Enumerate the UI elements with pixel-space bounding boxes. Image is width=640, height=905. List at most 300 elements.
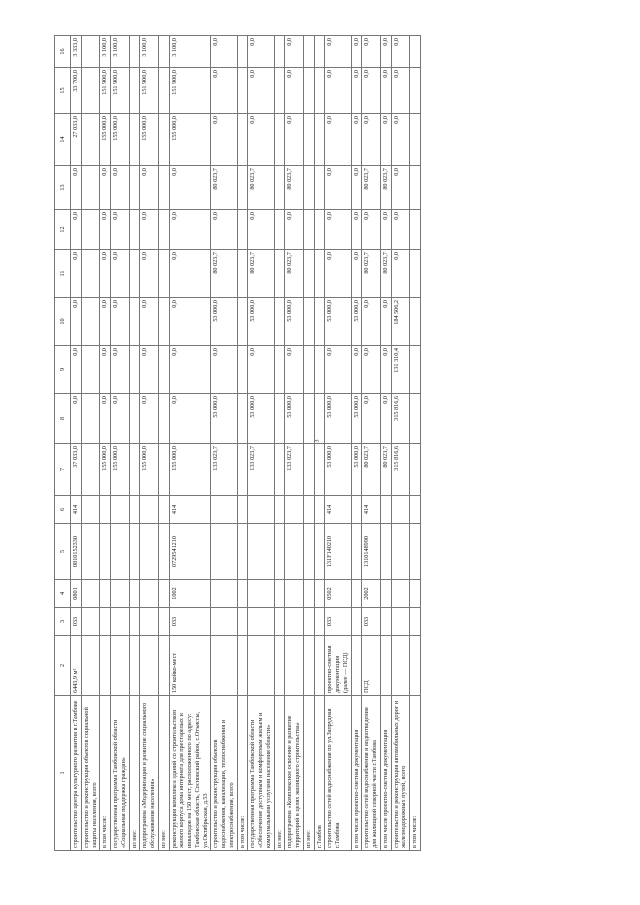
cell-col-8: 0,0 (169, 394, 211, 444)
cell-col-14: 0,0 (211, 114, 237, 166)
row-label: подпрограмма «Комплексное освоение и развитие территорий в целях жилищного строительства» (285, 696, 304, 851)
cell-col-5 (303, 524, 314, 580)
cell-col-13 (314, 166, 325, 210)
cell-col-7: 53 000,0 (351, 444, 362, 496)
cell-col-10: 0,0 (380, 298, 391, 346)
cell-col-12 (158, 210, 169, 250)
cell-col-15: 0,0 (380, 68, 391, 114)
cell-col-12 (303, 210, 314, 250)
cell-col-7: 37 033,0 (71, 444, 82, 496)
cell-col-12 (274, 210, 285, 250)
cell-col-14: 0,0 (362, 114, 381, 166)
cell-col-9: 0,0 (351, 346, 362, 394)
table-row (314, 36, 325, 851)
cell-col-5: 1310148990 (362, 524, 381, 580)
row-label: из нее: (303, 696, 314, 851)
cell-col-7 (274, 444, 285, 496)
cell-col-14: 0,0 (325, 114, 351, 166)
cell-col-4 (380, 580, 391, 608)
cell-col-16: 0,0 (325, 36, 351, 68)
cell-col-6 (351, 496, 362, 524)
column-number-10: 10 (55, 298, 71, 346)
cell-col-9 (314, 346, 325, 394)
cell-col-15 (237, 68, 248, 114)
cell-col-6 (129, 496, 140, 524)
cell-col-8: 53 000,0 (248, 394, 274, 444)
cell-col-6: 414 (325, 496, 351, 524)
cell-col-2 (129, 636, 140, 696)
cell-col-13: 80 023,7 (380, 166, 391, 210)
cell-col-8: 53 000,0 (325, 394, 351, 444)
cell-col-16: 0,0 (211, 36, 237, 68)
cell-col-13: 0,0 (111, 166, 130, 210)
cell-col-10: 184 506,2 (391, 298, 410, 346)
cell-col-16: 3 333,0 (71, 36, 82, 68)
cell-col-14 (274, 114, 285, 166)
table-row (274, 36, 285, 851)
cell-col-4 (303, 580, 314, 608)
cell-col-9: 0,0 (100, 346, 111, 394)
cell-col-10: 53 000,0 (351, 298, 362, 346)
cell-col-6 (140, 496, 159, 524)
cell-col-3 (314, 608, 325, 636)
cell-col-6: 414 (71, 496, 82, 524)
row-label: государственная программа Тамбовской области «Социальная поддержка граждан» (111, 696, 130, 851)
cell-col-12: 0,0 (380, 210, 391, 250)
table-row (303, 36, 314, 851)
cell-col-10 (303, 298, 314, 346)
cell-col-16: 3 100,0 (169, 36, 211, 68)
cell-col-3 (391, 608, 410, 636)
cell-col-3 (351, 608, 362, 636)
cell-col-12: 0,0 (391, 210, 410, 250)
cell-col-4 (158, 580, 169, 608)
cell-col-3 (410, 608, 421, 636)
cell-col-14: 0,0 (351, 114, 362, 166)
cell-col-8: 0,0 (111, 394, 130, 444)
column-number-14: 14 (55, 114, 71, 166)
cell-col-10: 0,0 (169, 298, 211, 346)
cell-col-15: 151 900,0 (100, 68, 111, 114)
cell-col-4 (410, 580, 421, 608)
cell-col-6 (391, 496, 410, 524)
cell-col-13 (81, 166, 100, 210)
table-row (100, 36, 111, 851)
cell-col-14: 0,0 (285, 114, 304, 166)
cell-col-13: 0,0 (391, 166, 410, 210)
cell-col-14: 0,0 (380, 114, 391, 166)
cell-col-10: 53 000,0 (285, 298, 304, 346)
cell-col-8: 0,0 (100, 394, 111, 444)
cell-col-2: 150 койко-мест (169, 636, 211, 696)
column-number-2: 2 (55, 636, 71, 696)
cell-col-14: 155 000,0 (111, 114, 130, 166)
cell-col-13: 0,0 (140, 166, 159, 210)
table-row (237, 36, 248, 851)
cell-col-9: 0,0 (285, 346, 304, 394)
row-label: строительство и реконструкция объектов социальной защиты населения, всего (81, 696, 100, 851)
cell-col-10 (158, 298, 169, 346)
cell-col-5 (380, 524, 391, 580)
cell-col-8: 53 000,0 (351, 394, 362, 444)
cell-col-11: 0,0 (111, 250, 130, 298)
cell-col-5 (410, 524, 421, 580)
cell-col-4: 0502 (325, 580, 351, 608)
cell-col-4 (81, 580, 100, 608)
cell-col-12: 0,0 (285, 210, 304, 250)
cell-col-16: 0,0 (248, 36, 274, 68)
cell-col-6 (81, 496, 100, 524)
cell-col-13 (274, 166, 285, 210)
cell-col-3 (380, 608, 391, 636)
cell-col-4 (351, 580, 362, 608)
cell-col-6: 414 (169, 496, 211, 524)
table-row (169, 36, 211, 851)
cell-col-13: 0,0 (325, 166, 351, 210)
column-number-12: 12 (55, 210, 71, 250)
row-label: в том числе: (410, 696, 421, 851)
cell-col-5 (100, 524, 111, 580)
cell-col-5 (237, 524, 248, 580)
cell-col-11: 0,0 (325, 250, 351, 298)
cell-col-14: 0,0 (391, 114, 410, 166)
cell-col-6 (248, 496, 274, 524)
cell-col-8 (314, 394, 325, 444)
cell-col-2 (285, 636, 304, 696)
cell-col-3: 033 (71, 608, 82, 636)
cell-col-8: 0,0 (140, 394, 159, 444)
cell-col-6 (237, 496, 248, 524)
cell-col-13: 80 023,7 (285, 166, 304, 210)
row-label: строительство и реконструкция объектов водоснабжения, канализации, теплоснабжения и электроснабжения, всего (211, 696, 237, 851)
cell-col-6 (410, 496, 421, 524)
table-row (129, 36, 140, 851)
cell-col-13: 80 023,7 (248, 166, 274, 210)
cell-col-5 (248, 524, 274, 580)
cell-col-9: 0,0 (71, 346, 82, 394)
cell-col-15: 0,0 (325, 68, 351, 114)
cell-col-15: 0,0 (211, 68, 237, 114)
cell-col-11: 0,0 (100, 250, 111, 298)
column-number-row (55, 36, 71, 851)
cell-col-9: 0,0 (362, 346, 381, 394)
cell-col-12: 0,0 (248, 210, 274, 250)
column-number-15: 15 (55, 68, 71, 114)
cell-col-14 (410, 114, 421, 166)
cell-col-7 (129, 444, 140, 496)
cell-col-15: 0,0 (391, 68, 410, 114)
cell-col-12: 0,0 (325, 210, 351, 250)
cell-col-4: 1002 (169, 580, 211, 608)
cell-col-10: 0,0 (111, 298, 130, 346)
cell-col-7: 315 816,6 (391, 444, 410, 496)
cell-col-11 (274, 250, 285, 298)
cell-col-13: 80 023,7 (362, 166, 381, 210)
cell-col-2 (391, 636, 410, 696)
table-row (140, 36, 159, 851)
column-number-11: 11 (55, 250, 71, 298)
cell-col-7: 155 000,0 (140, 444, 159, 496)
row-label: строительство центра культурного развития в г.Тамбове (71, 696, 82, 851)
cell-col-2 (211, 636, 237, 696)
cell-col-16 (129, 36, 140, 68)
cell-col-10: 53 000,0 (248, 298, 274, 346)
cell-col-16 (81, 36, 100, 68)
cell-col-4 (274, 580, 285, 608)
cell-col-15: 151 900,0 (169, 68, 211, 114)
cell-col-14 (303, 114, 314, 166)
row-label: строительство сетей водоснабжения по ул.Запрудная г.Тамбова (325, 696, 351, 851)
cell-col-7 (314, 444, 325, 496)
cell-col-4 (129, 580, 140, 608)
cell-col-14: 27 033,0 (71, 114, 82, 166)
cell-col-4 (140, 580, 159, 608)
table-row (380, 36, 391, 851)
cell-col-12: 0,0 (169, 210, 211, 250)
cell-col-8: 0,0 (362, 394, 381, 444)
cell-col-11: 0,0 (391, 250, 410, 298)
cell-col-2: проектно-сметная документация (далее — ПСД) (325, 636, 351, 696)
cell-col-14 (237, 114, 248, 166)
column-number-5: 5 (55, 524, 71, 580)
cell-col-15 (129, 68, 140, 114)
row-label: в том числе: (237, 696, 248, 851)
cell-col-12: 0,0 (351, 210, 362, 250)
cell-col-13: 0,0 (71, 166, 82, 210)
cell-col-9 (410, 346, 421, 394)
cell-col-2 (410, 636, 421, 696)
cell-col-2 (100, 636, 111, 696)
cell-col-10 (129, 298, 140, 346)
cell-col-5 (391, 524, 410, 580)
cell-col-5 (211, 524, 237, 580)
cell-col-3: 033 (362, 608, 381, 636)
cell-col-12 (81, 210, 100, 250)
table-row (391, 36, 410, 851)
cell-col-11: 80 023,7 (285, 250, 304, 298)
cell-col-6 (158, 496, 169, 524)
cell-col-11: 80 023,7 (380, 250, 391, 298)
cell-col-4 (211, 580, 237, 608)
row-label: из нее: (158, 696, 169, 851)
cell-col-2 (237, 636, 248, 696)
cell-col-10 (81, 298, 100, 346)
row-label: в том числе проектно-сметная документация (380, 696, 391, 851)
cell-col-2 (303, 636, 314, 696)
cell-col-15 (158, 68, 169, 114)
cell-col-4 (285, 580, 304, 608)
table-row (325, 36, 351, 851)
cell-col-13 (410, 166, 421, 210)
budget-table (54, 35, 421, 851)
table-row (362, 36, 381, 851)
cell-col-5: 0729541210 (169, 524, 211, 580)
cell-col-10 (410, 298, 421, 346)
column-number-4: 4 (55, 580, 71, 608)
cell-col-6 (303, 496, 314, 524)
cell-col-10: 0,0 (140, 298, 159, 346)
cell-col-14: 155 000,0 (140, 114, 159, 166)
cell-col-15 (81, 68, 100, 114)
cell-col-5 (158, 524, 169, 580)
cell-col-15: 151 900,0 (140, 68, 159, 114)
column-number-9: 9 (55, 346, 71, 394)
cell-col-5 (111, 524, 130, 580)
cell-col-3: 033 (325, 608, 351, 636)
cell-col-5 (81, 524, 100, 580)
cell-col-14 (129, 114, 140, 166)
cell-col-11 (158, 250, 169, 298)
cell-col-14 (314, 114, 325, 166)
cell-col-6: 414 (362, 496, 381, 524)
cell-col-13 (158, 166, 169, 210)
cell-col-2 (351, 636, 362, 696)
cell-col-4 (314, 580, 325, 608)
cell-col-16 (158, 36, 169, 68)
cell-col-4: 2002 (362, 580, 381, 608)
cell-col-16 (274, 36, 285, 68)
column-number-3: 3 (55, 608, 71, 636)
cell-col-3 (140, 608, 159, 636)
cell-col-3 (211, 608, 237, 636)
cell-col-12: 0,0 (71, 210, 82, 250)
column-number-6: 6 (55, 496, 71, 524)
cell-col-11: 0,0 (140, 250, 159, 298)
cell-col-3 (274, 608, 285, 636)
cell-col-4 (100, 580, 111, 608)
cell-col-12: 0,0 (211, 210, 237, 250)
cell-col-9 (303, 346, 314, 394)
cell-col-8: 0,0 (380, 394, 391, 444)
cell-col-11 (129, 250, 140, 298)
cell-col-3 (248, 608, 274, 636)
cell-col-5: 0810152330 (71, 524, 82, 580)
row-label: подпрограмма «Модернизация и развитие социального обслуживания населения» (140, 696, 159, 851)
cell-col-2 (274, 636, 285, 696)
cell-col-10: 0,0 (362, 298, 381, 346)
cell-col-16: 3 100,0 (100, 36, 111, 68)
cell-col-5 (314, 524, 325, 580)
table-row (71, 36, 82, 851)
cell-col-2 (81, 636, 100, 696)
cell-col-16: 0,0 (285, 36, 304, 68)
cell-col-16 (237, 36, 248, 68)
cell-col-9: 0,0 (140, 346, 159, 394)
cell-col-12: 0,0 (100, 210, 111, 250)
cell-col-15: 33 700,0 (71, 68, 82, 114)
cell-col-15: 0,0 (351, 68, 362, 114)
cell-col-12: 0,0 (362, 210, 381, 250)
cell-col-4 (248, 580, 274, 608)
row-label: в том числе: (100, 696, 111, 851)
cell-col-12 (314, 210, 325, 250)
cell-col-10 (274, 298, 285, 346)
table-body (71, 36, 421, 851)
cell-col-8 (81, 394, 100, 444)
cell-col-8: 53 000,0 (211, 394, 237, 444)
cell-col-13: 0,0 (351, 166, 362, 210)
cell-col-14 (158, 114, 169, 166)
cell-col-16 (410, 36, 421, 68)
cell-col-15 (303, 68, 314, 114)
cell-col-16: 0,0 (391, 36, 410, 68)
cell-col-8 (303, 394, 314, 444)
row-label: из нее: (129, 696, 140, 851)
cell-col-3 (158, 608, 169, 636)
column-number-1: 1 (55, 696, 71, 851)
cell-col-8 (237, 394, 248, 444)
cell-col-15 (314, 68, 325, 114)
cell-col-9: 131 310,4 (391, 346, 410, 394)
cell-col-11: 0,0 (169, 250, 211, 298)
table-row (158, 36, 169, 851)
cell-col-7 (81, 444, 100, 496)
cell-col-8 (410, 394, 421, 444)
cell-col-7 (158, 444, 169, 496)
row-label: г.Тамбов (314, 696, 325, 851)
cell-col-16: 0,0 (380, 36, 391, 68)
cell-col-3 (100, 608, 111, 636)
cell-col-10: 0,0 (71, 298, 82, 346)
cell-col-5 (140, 524, 159, 580)
cell-col-8 (129, 394, 140, 444)
cell-col-8: 315 816,6 (391, 394, 410, 444)
cell-col-13 (237, 166, 248, 210)
cell-col-13: 0,0 (169, 166, 211, 210)
cell-col-7: 133 023,7 (285, 444, 304, 496)
table-row (410, 36, 421, 851)
cell-col-11: 80 023,7 (248, 250, 274, 298)
cell-col-15 (410, 68, 421, 114)
cell-col-8: 53 000,0 (285, 394, 304, 444)
cell-col-5: 131F140210 (325, 524, 351, 580)
cell-col-7: 133 023,7 (248, 444, 274, 496)
cell-col-4 (237, 580, 248, 608)
cell-col-15: 151 900,0 (111, 68, 130, 114)
cell-col-7: 80 023,7 (362, 444, 381, 496)
cell-col-9: 0,0 (211, 346, 237, 394)
cell-col-5 (129, 524, 140, 580)
column-number-16: 16 (55, 36, 71, 68)
row-label: в том числе проектно-сметная документация (351, 696, 362, 851)
cell-col-3 (237, 608, 248, 636)
cell-col-12: 0,0 (111, 210, 130, 250)
cell-col-7: 133 023,7 (211, 444, 237, 496)
table-row (248, 36, 274, 851)
cell-col-3 (81, 608, 100, 636)
cell-col-6 (211, 496, 237, 524)
cell-col-6 (285, 496, 304, 524)
cell-col-15: 0,0 (362, 68, 381, 114)
cell-col-9: 0,0 (380, 346, 391, 394)
cell-col-7: 53 000,0 (325, 444, 351, 496)
column-number-13: 13 (55, 166, 71, 210)
cell-col-3 (303, 608, 314, 636)
cell-col-7: 155 000,0 (111, 444, 130, 496)
cell-col-2 (380, 636, 391, 696)
cell-col-11 (410, 250, 421, 298)
cell-col-9 (274, 346, 285, 394)
cell-col-16 (303, 36, 314, 68)
cell-col-7: 155 000,0 (169, 444, 211, 496)
cell-col-6 (111, 496, 130, 524)
cell-col-16 (314, 36, 325, 68)
table-row (81, 36, 100, 851)
cell-col-11: 80 023,7 (362, 250, 381, 298)
column-number-7: 7 (55, 444, 71, 496)
cell-col-5 (274, 524, 285, 580)
cell-col-13: 0,0 (100, 166, 111, 210)
